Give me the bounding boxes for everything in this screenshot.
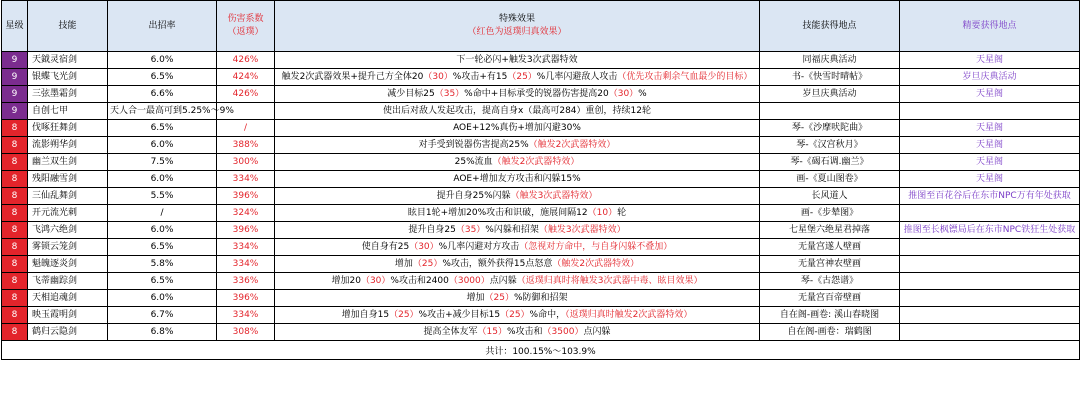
effect-segment: （优先攻击剩余气血最少的目标）: [617, 71, 753, 82]
star-cell: 8: [2, 171, 28, 188]
star-cell: 8: [2, 120, 28, 137]
effect-segment: AOE+12%真伤+增加闪避30%: [453, 122, 581, 133]
precise-cell: [900, 256, 1080, 273]
precise-cell: 天星阁: [900, 120, 1080, 137]
source-cell: 长风道人: [760, 188, 900, 205]
skill-name-cell: 幽兰双生剑: [28, 154, 108, 171]
source-cell: 无量宫百帝壁画: [760, 290, 900, 307]
total-row: [2, 341, 1080, 360]
header-skill: 技能: [28, 1, 108, 52]
effect-segment: %几率闪避敌人攻击: [536, 71, 618, 82]
effect-cell: [275, 103, 760, 120]
effect-segment: %命中+目标承受的锐器伤害提高20: [464, 88, 609, 99]
precise-cell: [900, 307, 1080, 324]
source-cell: 琴-《汉宫秋月》: [760, 137, 900, 154]
table-row: [2, 69, 1080, 86]
effect-segment: （10）: [587, 207, 618, 218]
source-cell: 七星堡六绝星君掉落: [760, 222, 900, 239]
damage-cell: 334%: [217, 256, 275, 273]
header-row: [2, 1, 1080, 52]
damage-cell: 426%: [217, 52, 275, 69]
skill-name-cell: 雾锁云笼剑: [28, 239, 108, 256]
header-damage: 伤害系数 （返璞）: [217, 1, 275, 52]
table-row: [2, 290, 1080, 307]
rate-cell: 6.0%: [108, 137, 217, 154]
effect-segment: （35）: [455, 224, 486, 235]
rate-cell: /: [108, 205, 217, 222]
damage-cell: 396%: [217, 188, 275, 205]
table-row: [2, 154, 1080, 171]
effect-segment: 对手受到锐器伤害提高25%: [418, 139, 529, 150]
rate-cell: 5.5%: [108, 188, 217, 205]
source-cell: 书-《快雪时晴帖》: [760, 69, 900, 86]
source-cell: [760, 103, 900, 120]
rate-cell: 6.0%: [108, 52, 217, 69]
effect-cell: [275, 307, 760, 324]
effect-segment: %攻击+减少目标15: [418, 309, 501, 320]
effect-segment: 提升自身25%闪躲: [436, 190, 511, 201]
rate-cell: 6.0%: [108, 171, 217, 188]
table-row: [2, 188, 1080, 205]
damage-cell: 334%: [217, 307, 275, 324]
skill-name-cell: 天相追魂剑: [28, 290, 108, 307]
effect-cell: [275, 290, 760, 307]
effect-segment: （30）: [360, 275, 391, 286]
rate-cell: 天人合一最高可到5.25%～9%: [108, 103, 217, 120]
star-cell: 8: [2, 154, 28, 171]
skill-name-cell: 三仙乱舞剑: [28, 188, 108, 205]
damage-cell: 336%: [217, 273, 275, 290]
skill-name-cell: 自创七甲: [28, 103, 108, 120]
table-row: [2, 324, 1080, 341]
effect-segment: 触发2次武器效果+提升己方全体20: [281, 71, 424, 82]
effect-segment: （15）: [477, 326, 507, 337]
star-cell: 8: [2, 239, 28, 256]
effect-segment: 点闪躲: [583, 326, 611, 337]
rate-cell: 6.8%: [108, 324, 217, 341]
damage-cell: 324%: [217, 205, 275, 222]
skill-name-cell: 开元流光刺: [28, 205, 108, 222]
effect-segment: （触发2次武器特效）: [492, 156, 580, 167]
effect-segment: 增加: [394, 258, 413, 269]
skill-name-cell: 银蝶飞光剑: [28, 69, 108, 86]
precise-cell: 岁旦庆典活动: [900, 69, 1080, 86]
precise-cell: [900, 290, 1080, 307]
table-row: [2, 171, 1080, 188]
effect-segment: （返璞归真时将触发3次武器中毒、眩目效果）: [516, 275, 703, 286]
effect-segment: %攻击，额外获得15点怒意: [442, 258, 553, 269]
precise-cell: [900, 103, 1080, 120]
star-cell: 9: [2, 69, 28, 86]
effect-cell: [275, 188, 760, 205]
effect-cell: [275, 86, 760, 103]
effect-segment: %攻击和: [506, 326, 543, 337]
effect-segment: 增加: [466, 292, 485, 303]
effect-cell: [275, 154, 760, 171]
effect-segment: 提高全体友军: [423, 326, 478, 337]
source-cell: 无量宫神农壁画: [760, 256, 900, 273]
damage-cell: 426%: [217, 86, 275, 103]
source-cell: 琴-《碣石调.幽兰》: [760, 154, 900, 171]
effect-segment: %攻击和2400: [390, 275, 449, 286]
star-cell: 9: [2, 52, 28, 69]
effect-segment: （30）: [409, 241, 439, 252]
damage-cell: 396%: [217, 222, 275, 239]
effect-segment: %几率闪避对方攻击: [438, 241, 520, 252]
header-effect: 特殊效果 （红色为返璞归真效果）: [275, 1, 760, 52]
rate-cell: 6.6%: [108, 86, 217, 103]
header-rate: 出招率: [108, 1, 217, 52]
damage-cell: 424%: [217, 69, 275, 86]
damage-cell: 334%: [217, 171, 275, 188]
star-cell: 8: [2, 273, 28, 290]
source-cell: 自在阁-画卷：瑞鹤图: [760, 324, 900, 341]
effect-segment: （触发2次武器特效）: [528, 139, 616, 150]
star-cell: 8: [2, 188, 28, 205]
skill-name-cell: 映玉霞明剑: [28, 307, 108, 324]
table-row: [2, 307, 1080, 324]
header-star: 星级: [2, 1, 28, 52]
effect-cell: [275, 205, 760, 222]
rate-cell: 7.5%: [108, 154, 217, 171]
damage-cell: 396%: [217, 290, 275, 307]
star-cell: 8: [2, 290, 28, 307]
precise-cell: [900, 205, 1080, 222]
effect-segment: （3000）: [448, 275, 490, 286]
table-row: [2, 120, 1080, 137]
effect-cell: [275, 120, 760, 137]
rate-cell: 6.7%: [108, 307, 217, 324]
rate-cell: 5.8%: [108, 256, 217, 273]
star-cell: 8: [2, 222, 28, 239]
effect-segment: （触发2次武器特效）: [552, 258, 640, 269]
damage-cell: 300%: [217, 154, 275, 171]
precise-cell: [900, 239, 1080, 256]
skill-name-cell: 飞蒂幽踪剑: [28, 273, 108, 290]
rate-cell: 6.5%: [108, 273, 217, 290]
skill-name-cell: 残阳融雪剑: [28, 171, 108, 188]
effect-segment: %命中，: [529, 309, 566, 320]
star-cell: 8: [2, 137, 28, 154]
source-cell: 自在阁-画卷: 溪山春晓图: [760, 307, 900, 324]
effect-cell: [275, 171, 760, 188]
precise-cell: 天星阁: [900, 154, 1080, 171]
effect-segment: （3500）: [542, 326, 584, 337]
effect-segment: 使出后对敌人发起攻击，提高自身x（最高可284）重创，持续12轮: [383, 105, 651, 116]
effect-segment: （25）: [412, 258, 443, 269]
effect-segment: （30）: [608, 88, 639, 99]
effect-segment: 增加自身15: [341, 309, 390, 320]
effect-segment: 提升自身25: [408, 224, 456, 235]
effect-cell: [275, 69, 760, 86]
source-cell: 琴-《沙摩吠陀曲》: [760, 120, 900, 137]
effect-segment: AOE+增加友方攻击和闪躲15%: [453, 173, 581, 184]
effect-segment: （25）: [389, 309, 419, 320]
star-cell: 8: [2, 205, 28, 222]
source-cell: 无量宫遂人壁画: [760, 239, 900, 256]
effect-cell: [275, 324, 760, 341]
effect-cell: [275, 52, 760, 69]
effect-cell: [275, 137, 760, 154]
skill-name-cell: 天鉞灵宿剑: [28, 52, 108, 69]
effect-cell: [275, 222, 760, 239]
effect-segment: 25%流血: [454, 156, 493, 167]
effect-segment: （35）: [434, 88, 465, 99]
effect-segment: 增加20: [331, 275, 361, 286]
effect-segment: （25）: [500, 309, 530, 320]
effect-segment: （30）: [423, 71, 453, 82]
precise-cell: 天星阁: [900, 137, 1080, 154]
source-cell: 琴-《古怨谱》: [760, 273, 900, 290]
header-source: 技能获得地点: [760, 1, 900, 52]
effect-segment: 使自身有25: [361, 241, 410, 252]
skill-name-cell: 鹤归云隐剑: [28, 324, 108, 341]
effect-segment: （触发3次武器特效）: [538, 224, 626, 235]
skill-name-cell: 飞鸿六绝剑: [28, 222, 108, 239]
skill-name-cell: 魁魄逐炎剑: [28, 256, 108, 273]
table-row: [2, 239, 1080, 256]
effect-segment: （返璞归真时触发2次武器特效）: [565, 309, 693, 320]
precise-cell: 推图至百花谷后在东市NPC万有年处获取: [900, 188, 1080, 205]
effect-segment: 眩目1轮+增加20%攻击和识破，施展间隔12: [407, 207, 588, 218]
effect-segment: （触发3次武器特效）: [510, 190, 598, 201]
header-precise: 精要获得地点: [900, 1, 1080, 52]
source-cell: 画-《步辇图》: [760, 205, 900, 222]
effect-cell: [275, 273, 760, 290]
effect-segment: %攻击+有15: [452, 71, 508, 82]
skill-name-cell: 流影朔华剑: [28, 137, 108, 154]
star-cell: 9: [2, 86, 28, 103]
effect-segment: （忽视对方命中，与自身闪躲不叠加）: [519, 241, 673, 252]
table-row: [2, 222, 1080, 239]
effect-cell: [275, 256, 760, 273]
effect-segment: %防御和招架: [513, 292, 568, 303]
effect-segment: （25）: [507, 71, 537, 82]
damage-cell: 334%: [217, 239, 275, 256]
skill-name-cell: 三弦墨霜剑: [28, 86, 108, 103]
effect-segment: 轮: [617, 207, 627, 218]
precise-cell: 天星阁: [900, 86, 1080, 103]
table-row: [2, 137, 1080, 154]
precise-cell: 推图至长枫镖局后在东市NPC铁狂生处获取: [900, 222, 1080, 239]
effect-segment: 减少目标25: [387, 88, 435, 99]
source-cell: 岁旦庆典活动: [760, 86, 900, 103]
precise-cell: 天星阁: [900, 52, 1080, 69]
effect-segment: （25）: [484, 292, 514, 303]
rate-cell: 6.5%: [108, 120, 217, 137]
rate-cell: 6.5%: [108, 69, 217, 86]
damage-cell: 308%: [217, 324, 275, 341]
precise-cell: 天星阁: [900, 171, 1080, 188]
table-row: [2, 205, 1080, 222]
precise-cell: [900, 324, 1080, 341]
table-row: [2, 273, 1080, 290]
table-row: [2, 86, 1080, 103]
table-row: [2, 52, 1080, 69]
effect-segment: %闪躲和招架: [485, 224, 539, 235]
skill-table: [1, 0, 1080, 360]
star-cell: 9: [2, 103, 28, 120]
damage-cell: /: [217, 120, 275, 137]
source-cell: 画-《夏山图卷》: [760, 171, 900, 188]
precise-cell: [900, 273, 1080, 290]
damage-cell: 388%: [217, 137, 275, 154]
source-cell: 同福庆典活动: [760, 52, 900, 69]
star-cell: 8: [2, 256, 28, 273]
total-text: 共计：100.15%～103.9%: [2, 341, 1080, 360]
table-row: [2, 103, 1080, 120]
table-row: [2, 256, 1080, 273]
effect-segment: 点闪躲: [489, 275, 517, 286]
effect-segment: %: [638, 88, 647, 99]
effect-segment: 下一轮必闪+触发3次武器特效: [456, 54, 578, 65]
star-cell: 8: [2, 307, 28, 324]
star-cell: 8: [2, 324, 28, 341]
rate-cell: 6.5%: [108, 239, 217, 256]
rate-cell: 6.0%: [108, 222, 217, 239]
skill-name-cell: 伐啄狂舞剑: [28, 120, 108, 137]
rate-cell: 6.0%: [108, 290, 217, 307]
effect-cell: [275, 239, 760, 256]
